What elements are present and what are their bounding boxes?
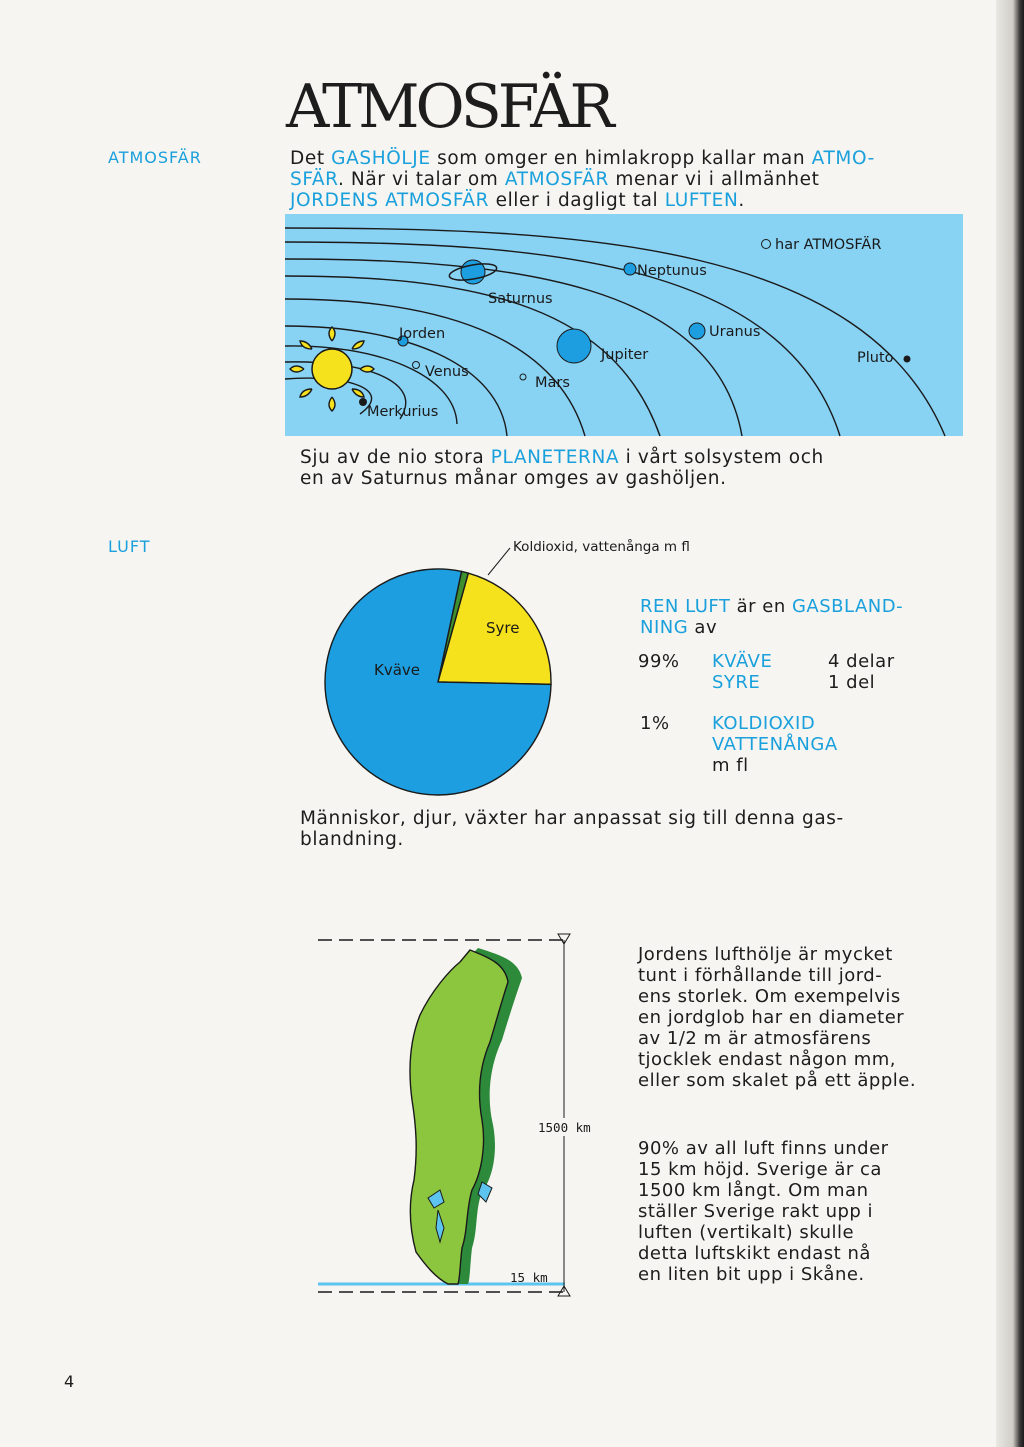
height-label-15: 15 km	[510, 1270, 548, 1285]
syre-parts: 1 del	[828, 672, 876, 693]
planet-label-jupiter: Jupiter	[601, 347, 649, 363]
page-number: 4	[64, 1372, 75, 1391]
pie-label-kvave: Kväve	[374, 661, 421, 679]
pie-label-syre: Syre	[486, 619, 520, 637]
uranus-dot	[689, 323, 705, 339]
leader-line	[488, 548, 510, 575]
text-block-air-height: 90% av all luft finns under 15 km höjd. Sverige är ca 1500 km långt. Om man ställer Sverige rakt upp i luften (vertikalt) skulle detta luftskikt endast nå en liten bit upp i Skåne.	[638, 1138, 889, 1285]
pct-99: 99%	[638, 651, 680, 672]
legend-dot-icon	[762, 240, 771, 249]
merkurius-dot	[359, 398, 367, 406]
mars-dot	[520, 374, 526, 380]
intro-paragraph	[290, 148, 930, 211]
pct-1: 1%	[640, 713, 670, 734]
height-label-1500: 1500 km	[538, 1120, 591, 1135]
kvave-parts: 4 delar	[828, 651, 895, 672]
composition-heading: REN LUFT är en GASBLAND- NING av	[640, 596, 904, 638]
page-title: ATMOSFÄR	[286, 72, 611, 142]
planet-label-merkurius: Merkurius	[367, 404, 439, 420]
sweden-map-icon	[410, 948, 522, 1284]
syre-label: SYRE	[712, 672, 761, 693]
planet-label-saturnus: Saturnus	[488, 291, 553, 307]
neptunus-dot	[624, 263, 636, 275]
pie-label-other: Koldioxid, vattenånga m fl	[513, 539, 690, 555]
vattenanga-label: VATTENÅNGA	[712, 734, 838, 755]
jupiter-disc	[557, 329, 591, 363]
venus-dot	[413, 362, 420, 369]
solar-system-diagram	[285, 214, 963, 436]
page-binding-edge	[996, 0, 1024, 1447]
kvave-label: KVÄVE	[712, 651, 773, 672]
sweden-scale-figure	[310, 930, 591, 1300]
pie-slices	[325, 569, 551, 795]
text-block-thin-atmosphere: Jordens lufthölje är mycket tunt i förhållande till jord- ens storlek. Om exempelvis en jordglob har en diameter av 1/2 m är atmosfärens tjocklek endast någon mm, eller som skalet på ett äpple.	[638, 944, 917, 1091]
pluto-dot	[904, 356, 911, 363]
planet-label-jorden: Jorden	[399, 326, 446, 342]
planet-label-venus: Venus	[425, 364, 469, 380]
planet-label-neptunus: Neptunus	[637, 263, 707, 279]
margin-label-atmosfar: ATMOSFÄR	[108, 148, 202, 167]
intro-line-3: JORDENS ATMOSFÄR eller i dagligt tal LUFTEN.	[290, 190, 745, 211]
koldioxid-label: KOLDIOXID	[712, 713, 816, 734]
solar-caption: Sju av de nio stora PLANETERNA i vårt solsystem och en av Saturnus månar omges av gashöljen.	[300, 447, 824, 489]
adaptation-paragraph: Människor, djur, växter har anpassat sig till denna gas- blandning.	[300, 808, 844, 850]
intro-line-1: Det GASHÖLJE som omger en himlakropp kallar man ATMO-	[290, 148, 875, 169]
mfl-label: m fl	[712, 755, 749, 776]
planet-label-uranus: Uranus	[709, 324, 761, 340]
margin-label-luft: LUFT	[108, 537, 151, 556]
intro-line-2: SFÄR. När vi talar om ATMOSFÄR menar vi i allmänhet	[290, 169, 820, 190]
planet-label-pluto: Pluto	[857, 350, 894, 366]
planet-label-mars: Mars	[535, 375, 570, 391]
legend-label: har ATMOSFÄR	[775, 237, 882, 253]
